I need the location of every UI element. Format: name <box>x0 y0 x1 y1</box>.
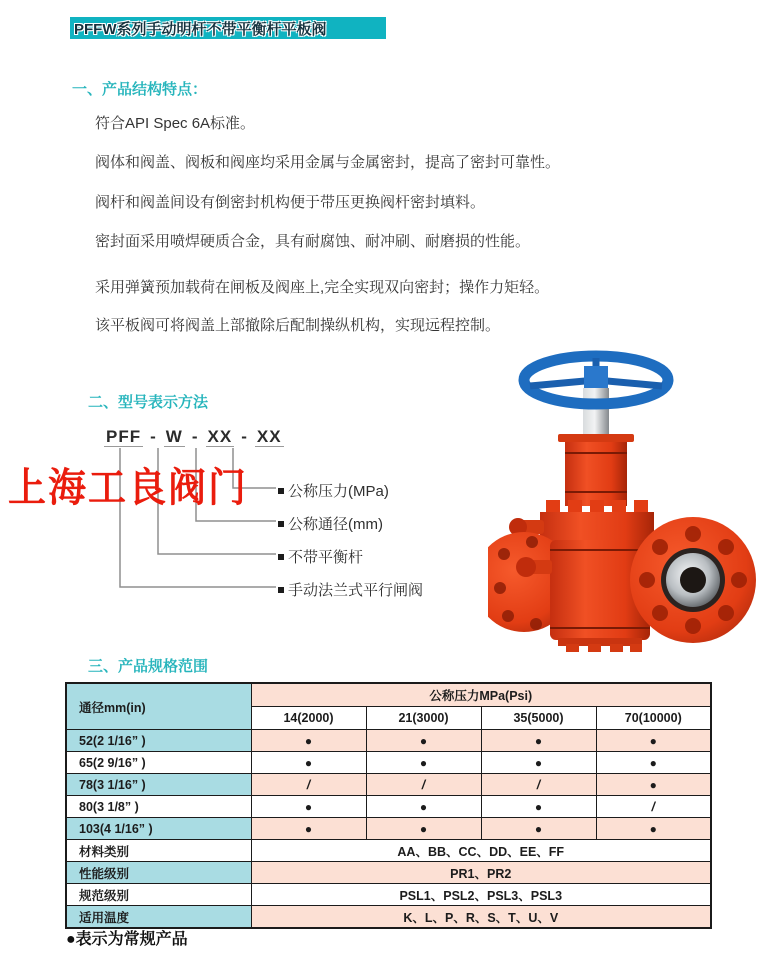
model-code-segment: XX <box>207 427 233 446</box>
availability-dot: ● <box>251 818 366 840</box>
model-diagram-label: 手动法兰式平行闸阀 <box>278 579 423 600</box>
model-diagram-label: 不带平衡杆 <box>278 546 363 567</box>
page-title: PFFW系列手动明杆不带平衡杆平板阀 <box>74 20 327 38</box>
attribute-label: 材料类别 <box>66 840 251 862</box>
page-title-bar <box>70 17 386 39</box>
availability-slash: / <box>366 774 481 796</box>
attribute-row <box>66 840 711 862</box>
size-label: 80(3 1/8” ) <box>66 796 251 818</box>
availability-dot: ● <box>366 818 481 840</box>
pressure-column-header: 14(2000) <box>251 707 366 730</box>
size-row <box>66 752 711 774</box>
attribute-label: 性能级别 <box>66 862 251 884</box>
attribute-label: 适用温度 <box>66 906 251 929</box>
availability-dot: ● <box>481 796 596 818</box>
square-bullet-icon <box>278 587 284 593</box>
size-label: 103(4 1/16” ) <box>66 818 251 840</box>
model-code-segment: PFF <box>106 427 142 446</box>
feature-item: 阀杆和阀盖间设有倒密封机构便于带压更换阀杆密封填料。 <box>95 194 486 211</box>
model-code-segment: W <box>165 427 183 446</box>
availability-dot: ● <box>251 796 366 818</box>
availability-dot: ● <box>366 752 481 774</box>
legend-footnote: ●表示为常规产品 <box>66 931 188 948</box>
size-label: 78(3 1/16” ) <box>66 774 251 796</box>
pressure-header: 公称压力MPa(Psi) <box>251 683 711 707</box>
spec-table <box>65 682 712 929</box>
model-code-dash: - <box>191 427 199 446</box>
attribute-value: PSL1、PSL2、PSL3、PSL3 <box>251 884 711 906</box>
square-bullet-icon <box>278 521 284 527</box>
size-row <box>66 818 711 840</box>
attribute-value: AA、BB、CC、DD、EE、FF <box>251 840 711 862</box>
company-watermark: 上海工良阀门 <box>8 466 249 511</box>
availability-dot: ● <box>366 730 481 752</box>
availability-dot: ● <box>481 818 596 840</box>
availability-dot: ● <box>481 752 596 774</box>
attribute-row <box>66 862 711 884</box>
pressure-column-header: 70(10000) <box>596 707 711 730</box>
availability-dot: ● <box>596 818 711 840</box>
section-features-heading: 一、产品结构特点： <box>72 81 208 98</box>
availability-slash: / <box>251 774 366 796</box>
model-diagram-label: 公称通径(mm) <box>278 513 383 534</box>
valve-product-image <box>488 350 763 652</box>
model-diagram-label: 公称压力(MPa) <box>278 480 389 501</box>
availability-dot: ● <box>251 752 366 774</box>
feature-item: 该平板阀可将阀盖上部撤除后配制操纵机构，实现远程控制。 <box>95 317 501 334</box>
feature-item: 采用弹簧预加载荷在闸板及阀座上,完全实现双向密封；操作力矩轻。 <box>95 279 550 296</box>
model-code-dash: - <box>241 427 248 446</box>
availability-dot: ● <box>596 752 711 774</box>
pressure-column-header: 21(3000) <box>366 707 481 730</box>
attribute-value: PR1、PR2 <box>251 862 711 884</box>
feature-item: 符合API Spec 6A标准。 <box>95 115 256 132</box>
feature-item: 阀体和阀盖、阀板和阀座均采用金属与金属密封，提高了密封可靠性。 <box>95 154 561 171</box>
feature-item: 密封面采用喷焊硬质合金，具有耐腐蚀、耐冲刷、耐磨损的性能。 <box>95 233 531 250</box>
model-code-dash: - <box>150 427 157 446</box>
attribute-row <box>66 884 711 906</box>
pressure-column-header: 35(5000) <box>481 707 596 730</box>
model-code-segment: XX <box>256 427 282 446</box>
section-model-heading: 二、型号表示方法 <box>88 394 209 411</box>
size-row <box>66 730 711 752</box>
square-bullet-icon <box>278 554 284 560</box>
attribute-row <box>66 906 711 929</box>
attribute-value: K、L、P、R、S、T、U、V <box>251 906 711 929</box>
size-label: 65(2 9/16” ) <box>66 752 251 774</box>
availability-dot: ● <box>596 730 711 752</box>
size-row <box>66 796 711 818</box>
spec-corner-header: 通径mm(in) <box>66 683 251 730</box>
square-bullet-icon <box>278 488 284 494</box>
availability-dot: ● <box>481 730 596 752</box>
attribute-label: 规范级别 <box>66 884 251 906</box>
section-specs-heading: 三、产品规格范围 <box>88 658 209 675</box>
availability-dot: ● <box>596 774 711 796</box>
size-label: 52(2 1/16” ) <box>66 730 251 752</box>
size-row <box>66 774 711 796</box>
availability-slash: / <box>596 796 711 818</box>
availability-slash: / <box>481 774 596 796</box>
availability-dot: ● <box>366 796 481 818</box>
availability-dot: ● <box>251 730 366 752</box>
